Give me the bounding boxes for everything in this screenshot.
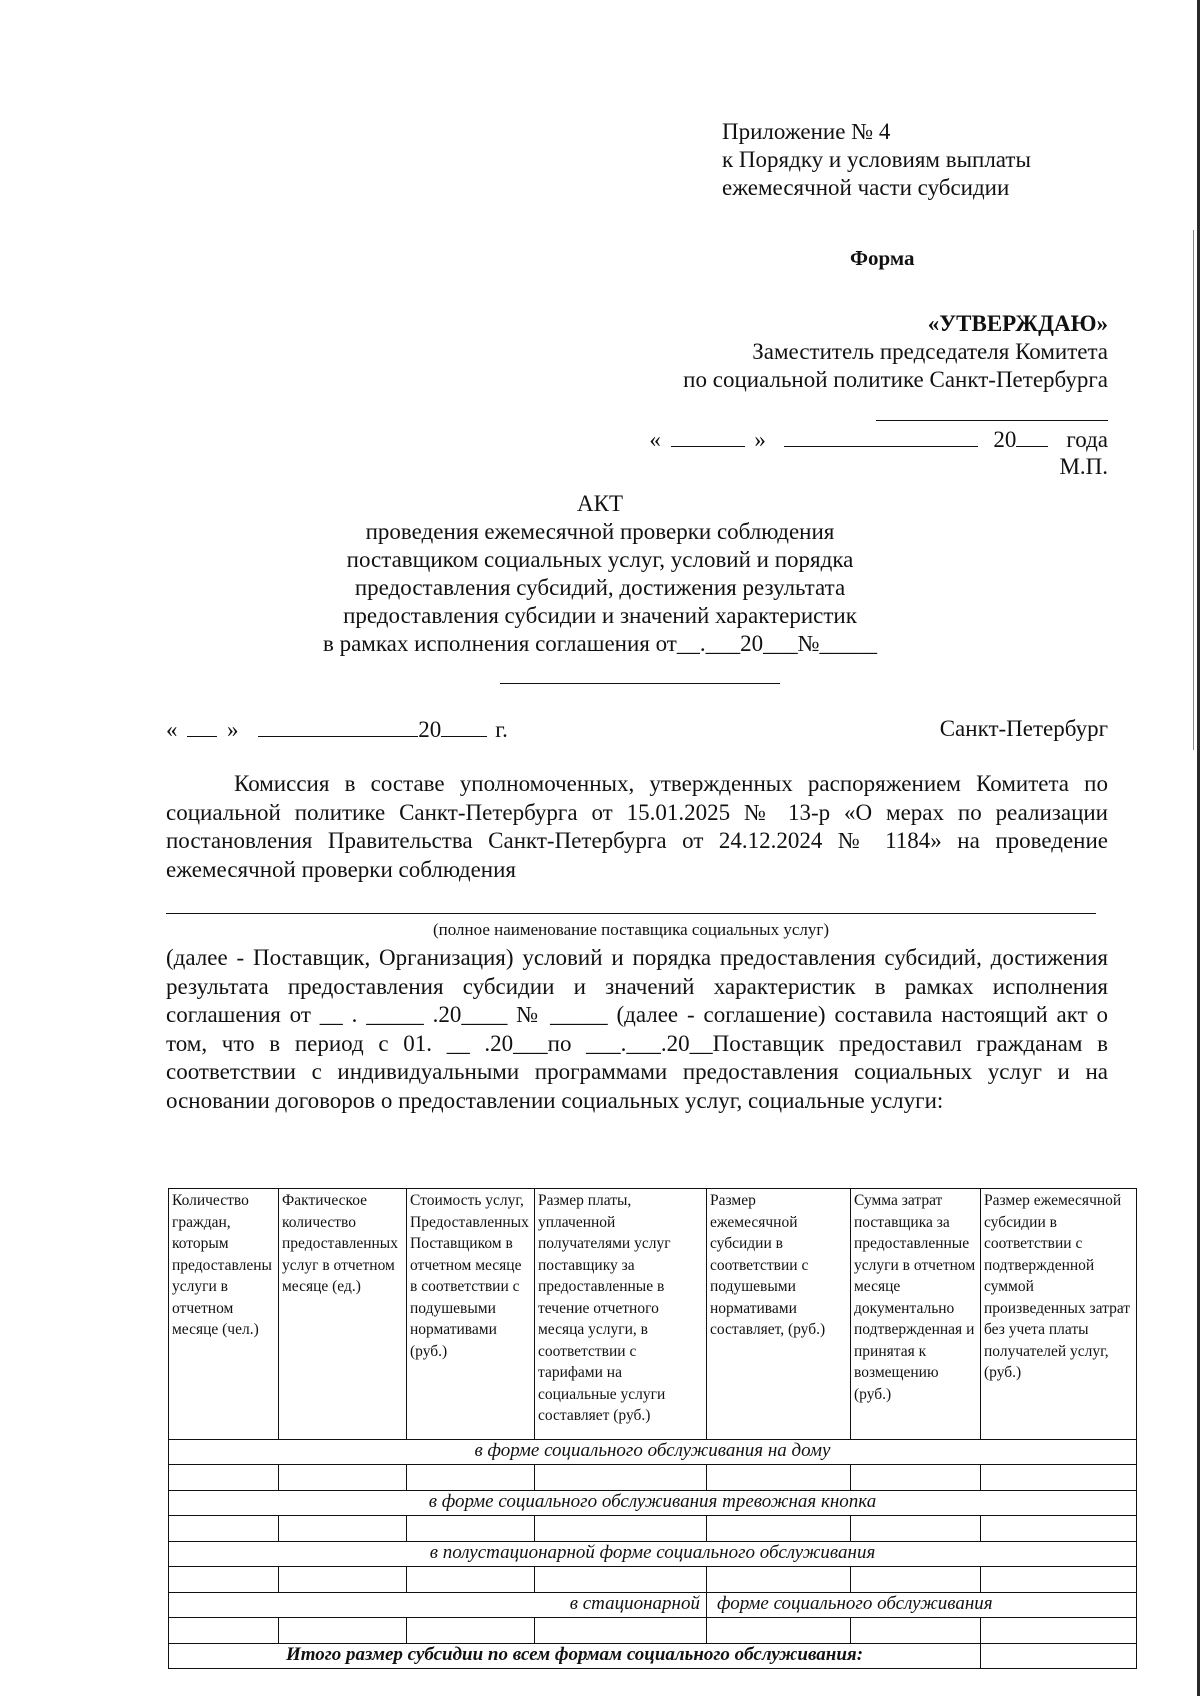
approval-title: «УТВЕРЖДАЮ» bbox=[927, 311, 1108, 336]
paragraph-conditions: (далее - Поставщик, Организация) условий и порядка предоставления субсидий, достижения результата предоставления субсидии и значений характеристик в рамках исполнения соглашения от __ . _____ .20____ № _____ (далее - соглашение) составила настоящий акт о том, что в период с 01. __ .20___по ___.___.20__Поставщик предоставил гражданам в соответствии с индивидуальными программами предоставления социальных услуг и на основании договоров о предоставлении социальных услуг, социальные услуги: bbox=[166, 945, 1108, 1113]
approval-open-quote: « bbox=[649, 427, 661, 452]
section-stationary-left: в стационарной bbox=[169, 1593, 707, 1618]
act-line-1: проведения ежемесячной проверки соблюдения bbox=[365, 519, 835, 544]
table-row bbox=[169, 1516, 1137, 1542]
header-costs: Сумма затрат поставщика за предоставленные услуги в отчетном месяце документально подтвержденная и принятая к возмещению (руб.) bbox=[851, 1189, 981, 1440]
signature-line bbox=[876, 420, 1108, 421]
approval-year-suffix: года bbox=[1066, 427, 1108, 452]
act-line-4: предоставления субсидии и значений характеристик bbox=[343, 603, 857, 628]
date-close-quote: » bbox=[227, 717, 239, 742]
header-payment: Размер платы, уплаченной получателями услуг поставщику за предоставленные в течение отчетного месяца услуги, в соответствии с тарифами на социальные услуги составляет (руб.) bbox=[535, 1189, 707, 1440]
header-services-count: Фактическое количество предоставленных услуг в отчетном месяце (ед.) bbox=[279, 1189, 407, 1440]
table-section-row bbox=[169, 1593, 1137, 1618]
approval-position-2: по социальной политике Санкт-Петербурга bbox=[683, 367, 1108, 392]
date-open-quote: « bbox=[166, 717, 178, 742]
header-subsidy-norm: Размер ежемесячной субсидии в соответствии с подушевыми нормативами составляет, (руб.) bbox=[707, 1189, 851, 1440]
table-row bbox=[169, 1465, 1137, 1491]
table-section-row bbox=[169, 1491, 1137, 1516]
city: Санкт-Петербург bbox=[939, 716, 1108, 741]
act-title-block bbox=[0, 490, 1200, 658]
total-value-cell bbox=[981, 1644, 1137, 1669]
header-services-cost: Стоимость услуг, Предоставленных Поставщиком в отчетном месяце в соответствии с подушевыми нормативами (руб.) bbox=[407, 1189, 535, 1440]
section-alarm-button: в форме социального обслуживания тревожная кнопка bbox=[169, 1491, 1137, 1516]
paragraph-commission: Комиссия в составе уполномоченных, утвержденных распоряжением Комитета по социальной политике Санкт-Петербурга от 15.01.2025 № 13-р «О мерах по реализации постановления Правительства Санкт-Петербурга от 24.12.2024 № 1184» на проведение ежемесячной проверки соблюдения bbox=[166, 771, 1108, 882]
act-title-rule bbox=[500, 683, 780, 684]
header-citizens: Количество граждан, которым предоставлены услуги в отчетном месяце (чел.) bbox=[169, 1189, 279, 1440]
table-row bbox=[169, 1567, 1137, 1593]
table-section-row bbox=[169, 1542, 1137, 1567]
approval-close-quote: » bbox=[754, 427, 766, 452]
approval-year-prefix: 20 bbox=[993, 427, 1017, 452]
act-line-5: в рамках исполнения соглашения от__.___20___№_____ bbox=[322, 631, 878, 656]
table-row bbox=[169, 1618, 1137, 1644]
seal-label: М.П. bbox=[1059, 454, 1108, 479]
subsidy-table bbox=[168, 1188, 1137, 1669]
total-label: Итого размер субсидии по всем формам социального обслуживания: bbox=[169, 1644, 981, 1669]
form-label: Форма bbox=[850, 246, 915, 270]
provider-name-caption: (полное наименование поставщика социальных услуг) bbox=[433, 920, 829, 939]
approval-block bbox=[683, 310, 1108, 394]
header-subsidy-confirmed: Размер ежемесячной субсидии в соответствии с подтвержденной суммой произведенных затрат без учета платы получателей услуг, (руб.) bbox=[981, 1189, 1137, 1440]
table-section-row bbox=[169, 1440, 1137, 1465]
appendix-line-1: Приложение № 4 bbox=[722, 119, 891, 144]
approval-position-1: Заместитель председателя Комитета bbox=[752, 339, 1108, 364]
act-title: АКТ bbox=[577, 491, 623, 516]
act-date bbox=[166, 716, 508, 743]
table-header-row bbox=[169, 1189, 1137, 1440]
appendix-block bbox=[722, 118, 1031, 202]
act-line-3: предоставления субсидий, достижения результата bbox=[354, 575, 846, 600]
section-semi-stationary: в полустационарной форме социального обслуживания bbox=[169, 1542, 1137, 1567]
date-year-prefix: 20 bbox=[418, 717, 442, 742]
appendix-line-3: ежемесячной части субсидии bbox=[722, 175, 1010, 200]
approval-date-line bbox=[649, 426, 1108, 453]
provider-name-line bbox=[166, 913, 1096, 914]
act-line-2: поставщиком социальных услуг, условий и порядка bbox=[346, 547, 854, 572]
section-home-care: в форме социального обслуживания на дому bbox=[169, 1440, 1137, 1465]
appendix-line-2: к Порядку и условиям выплаты bbox=[722, 147, 1031, 172]
section-stationary-right: форме социального обслуживания bbox=[707, 1593, 1137, 1618]
date-year-suffix: г. bbox=[495, 717, 508, 742]
table-total-row bbox=[169, 1644, 1137, 1669]
